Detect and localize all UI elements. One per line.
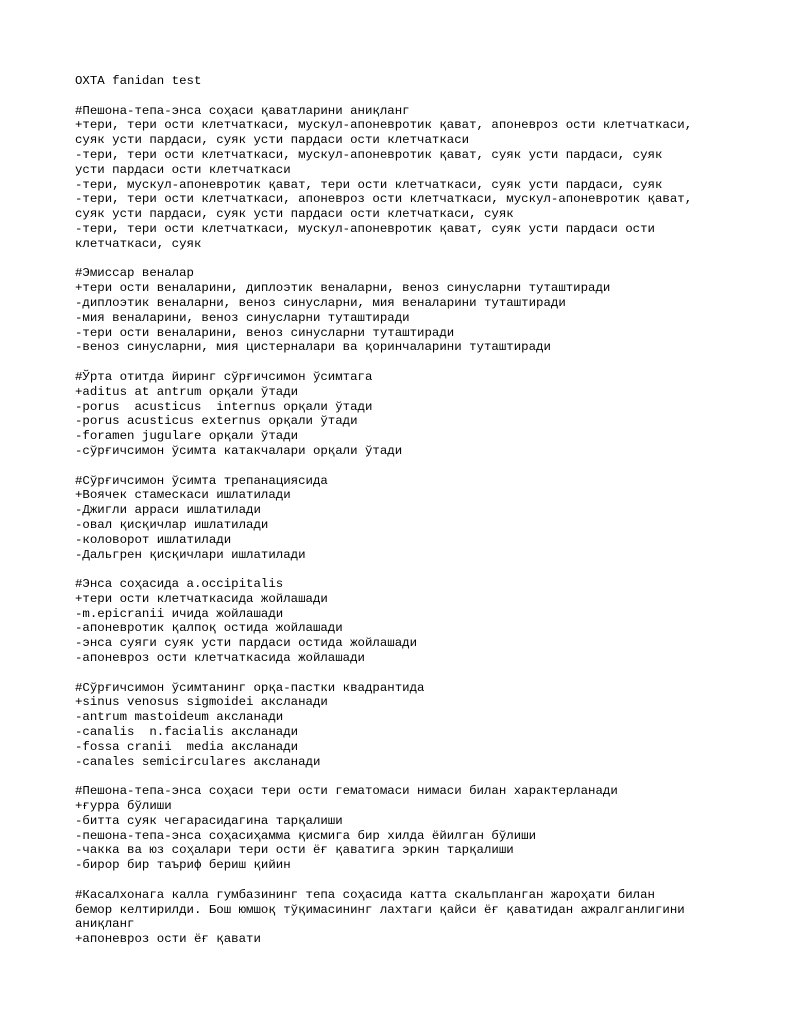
question-block — [75, 784, 760, 873]
question-line: -тери ости веналарини, веноз синусларни туташтиради — [75, 325, 455, 340]
question-line: -пешона-тепа-энса соҳасиҳамма қисмига бир хилда ёйилган бўлиши — [75, 828, 537, 843]
question-block — [75, 888, 760, 947]
question-line: -тери, тери ости клетчаткаси, апоневроз ости клетчаткаси, мускул-апоневротик қават, — [75, 192, 693, 207]
question-line: -апоневротик қалпоқ остида жойлашади — [75, 621, 343, 636]
question-line: аниқланг — [75, 917, 135, 932]
question-line: #Пешона-тепа-энса соҳаси тери ости гематомаси нимаси билан характерланади — [75, 784, 618, 799]
question-line: -foramen jugulare орқали ўтади — [75, 429, 299, 444]
question-line: -битта суяк чегарасидагина тарқалиши — [75, 813, 343, 828]
question-line: -porus acusticus externus орқали ўтади — [75, 414, 358, 429]
question-block — [75, 370, 760, 459]
question-block — [75, 681, 760, 770]
question-line: -диплоэтик веналарни, веноз синусларни, мия веналарини туташтиради — [75, 295, 566, 310]
question-line: -овал қисқичлар ишлатилади — [75, 517, 269, 532]
question-line: -тери, тери ости клетчаткаси, мускул-апоневротик қават, суяк усти пардаси ости — [75, 221, 655, 236]
question-line: -canales semicirculares аксланади — [75, 754, 321, 769]
question-line: -коловорот ишлатилади — [75, 532, 232, 547]
question-block — [75, 577, 760, 666]
question-line: #Сўрғичсимон ўсимта трепанациясида — [75, 473, 328, 488]
question-line: -тери, мускул-апоневротик қават, тери ости клетчаткаси, суяк усти пардаси, суяк — [75, 177, 663, 192]
question-list — [75, 104, 760, 947]
question-line: +тери ости веналарини, диплоэтик веналарни, веноз синусларни туташтиради — [75, 281, 611, 296]
question-line: бемор келтирилди. Бош юмшоқ тўқимасининг лахтаги қайси ёғ қаватидан ажралганлигини — [75, 902, 685, 917]
question-block — [75, 104, 760, 252]
document-title: OXTA fanidan test — [75, 74, 202, 88]
question-line: -Дальгрен қисқичлари ишлатилади — [75, 547, 306, 562]
question-line: суяк усти пардаси, суяк усти пардаси ости клетчаткаси, суяк — [75, 207, 514, 222]
question-line: клетчаткаси, суяк — [75, 236, 202, 251]
question-line: -canalis n.facialis аксланади — [75, 725, 299, 740]
question-line: +sinus venosus sigmoidei аксланади — [75, 695, 328, 710]
question-line: #Эмиссар веналар — [75, 266, 194, 281]
question-line: +Воячек стамескаси ишлатилади — [75, 488, 291, 503]
question-line: -бирор бир таъриф бериш қийин — [75, 858, 291, 873]
question-line: -веноз синусларни, мия цистерналари ва қоринчаларини туташтиради — [75, 340, 551, 355]
question-line: суяк усти пардаси, суяк усти пардаси ости клетчаткаси — [75, 133, 470, 148]
question-block — [75, 474, 760, 563]
question-line: -porus acusticus internus орқали ўтади — [75, 399, 373, 414]
question-line: -fossa cranii media аксланади — [75, 739, 299, 754]
question-line: усти пардаси ости клетчаткаси — [75, 162, 291, 177]
question-line: -сўрғичсимон ўсимта катакчалари орқали ўтади — [75, 443, 403, 458]
question-line: -апоневроз ости клетчаткасида жойлашади — [75, 651, 365, 666]
question-line: -энса суяги суяк усти пардаси остида жойлашади — [75, 636, 418, 651]
question-line: -тери, тери ости клетчаткаси, мускул-апоневротик қават, суяк усти пардаси, суяк — [75, 147, 663, 162]
question-line: #Ўрта отитда йиринг сўрғичсимон ўсимтага — [75, 369, 373, 384]
question-line: +тери, тери ости клетчаткаси, мускул-апоневротик қават, апоневроз ости клетчаткаси, — [75, 118, 693, 133]
question-line: #Пешона-тепа-энса соҳаси қаватларини аниқланг — [75, 103, 410, 118]
question-line: #Касалхонага калла гумбазининг тепа соҳасида катта скальпланган жароҳати билан — [75, 887, 655, 902]
question-line: #Сўрғичсимон ўсимтанинг орқа-пастки квадрантида — [75, 680, 425, 695]
question-block — [75, 266, 760, 355]
question-line: -мия веналарини, веноз синусларни туташтиради — [75, 310, 410, 325]
question-line: -Джигли арраси ишлатилади — [75, 503, 261, 518]
question-line: -antrum mastoideum аксланади — [75, 710, 284, 725]
question-line: +апоневроз ости ёғ қавати — [75, 932, 261, 947]
question-line: -m.epicranii ичида жойлашади — [75, 606, 284, 621]
question-line: +aditus at antrum орқали ўтади — [75, 384, 299, 399]
question-line: +ғурра бўлиши — [75, 799, 172, 814]
question-line: +тери ости клетчаткасида жойлашади — [75, 591, 328, 606]
question-line: -чакка ва юз соҳалари тери ости ёғ қаватига эркин тарқалиши — [75, 843, 514, 858]
question-line: #Энса соҳасида a.occipitalis — [75, 577, 284, 592]
